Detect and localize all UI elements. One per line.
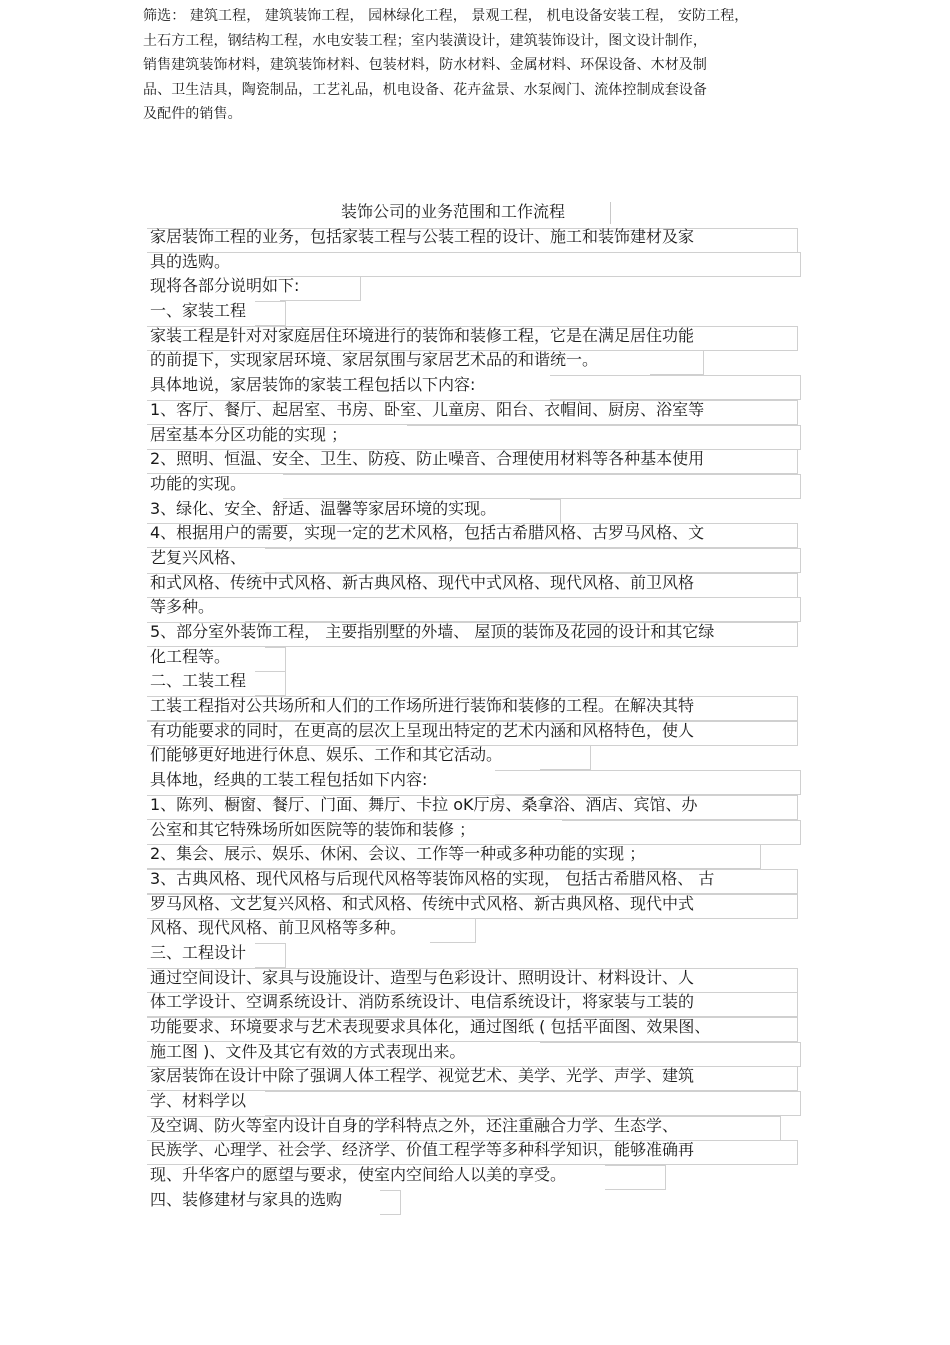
filter-paragraph	[143, 4, 823, 127]
filter-line: 及配件的销售。	[143, 106, 242, 123]
body-line: 功能要求、环境要求与艺术表现要求具体化，通过图纸 ( 包括平面图、效果图、	[150, 1015, 800, 1040]
filter-line: 筛选： 建筑工程， 建筑装饰工程， 园林绿化工程， 景观工程， 机电设备安装工程， 安防工程，	[143, 8, 749, 24]
body-line: 现、升华客户的愿望与要求，使室内空间给人以美的享受。	[150, 1163, 800, 1188]
document-title: 装饰公司的业务范围和工作流程	[341, 202, 566, 221]
body-line: 2、集会、展示、娱乐、休闲、会议、工作等一种或多种功能的实现 ；	[150, 842, 800, 867]
body-line: 罗马风格、文艺复兴风格、和式风格、传统中式风格、新古典风格、现代中式	[150, 892, 800, 917]
body-line: 们能够更好地进行休息、娱乐、工作和其它活动。	[150, 743, 800, 768]
body-line: 现将各部分说明如下:	[150, 274, 800, 299]
body-line: 及空调、防火等室内设计自身的学科特点之外，还注重融合力学、生态学、	[150, 1114, 800, 1139]
body-line: 家装工程是针对对家庭居住环境进行的装饰和装修工程，它是在满足居住功能	[150, 324, 800, 349]
body-line: 具体地说，家居装饰的家装工程包括以下内容:	[150, 373, 800, 398]
body-line: 5、部分室外装饰工程， 主要指别墅的外墙、 屋顶的装饰及花园的设计和其它绿	[150, 620, 800, 645]
body-line: 体工学设计、空调系统设计、消防系统设计、电信系统设计，将家装与工装的	[150, 990, 800, 1015]
section-heading: 一、家装工程	[150, 299, 800, 324]
body-line: 和式风格、传统中式风格、新古典风格、现代中式风格、现代风格、前卫风格	[150, 571, 800, 596]
body-line: 4、根据用户的需要，实现一定的艺术风格，包括古希腊风格、古罗马风格、文	[150, 521, 800, 546]
body-line: 学、材料学以	[150, 1089, 800, 1114]
body-line: 3、古典风格、现代风格与后现代风格等装饰风格的实现， 包括古希腊风格、 古	[150, 867, 800, 892]
body-line: 施工图 )、文件及其它有效的方式表现出来。	[150, 1040, 800, 1065]
body-line: 公室和其它特殊场所如医院等的装饰和装修 ；	[150, 818, 800, 843]
body-line: 1、客厅、餐厅、起居室、书房、卧室、儿童房、阳台、衣帽间、厨房、浴室等	[150, 398, 800, 423]
body-line: 具的选购。	[150, 250, 800, 275]
body-line: 通过空间设计、家具与设施设计、造型与色彩设计、照明设计、材料设计、人	[150, 966, 800, 991]
filter-line: 销售建筑装饰材料，建筑装饰材料、包装材料，防水材料、金属材料、环保设备、木材及制	[143, 57, 707, 74]
body-line: 等多种。	[150, 595, 800, 620]
body-line: 居室基本分区功能的实现 ；	[150, 423, 800, 448]
section-heading: 三、工程设计	[150, 941, 800, 966]
body-line: 艺复兴风格、	[150, 546, 800, 571]
document-body	[150, 225, 800, 1213]
section-heading: 二、工装工程	[150, 669, 800, 694]
body-line: 3、绿化、安全、舒适、温馨等家居环境的实现。	[150, 497, 800, 522]
filter-line: 土石方工程，钢结构工程，水电安装工程；室内装潢设计，建筑装饰设计，图文设计制作，	[143, 32, 707, 49]
body-line: 家居装饰工程的业务，包括家装工程与公装工程的设计、施工和装饰建材及家	[150, 225, 800, 250]
body-line: 化工程等。	[150, 645, 800, 670]
body-line: 功能的实现。	[150, 472, 800, 497]
body-line: 工装工程指对公共场所和人们的工作场所进行装饰和装修的工程。在解决其特	[150, 694, 800, 719]
filter-line: 品、卫生洁具，陶瓷制品，工艺礼品，机电设备、花卉盆景、水泵阀门、流体控制成套设备	[143, 81, 707, 98]
body-line: 民族学、心理学、社会学、经济学、价值工程学等多种科学知识，能够准确再	[150, 1138, 800, 1163]
body-line: 具体地，经典的工装工程包括如下内容:	[150, 768, 800, 793]
body-line: 的前提下，实现家居环境、家居氛围与家居艺术品的和谐统一。	[150, 348, 800, 373]
section-heading: 四、装修建材与家具的选购	[150, 1188, 800, 1213]
body-line: 家居装饰在设计中除了强调人体工程学、视觉艺术、美学、光学、声学、建筑	[150, 1064, 800, 1089]
body-line: 风格、现代风格、前卫风格等多种。	[150, 916, 800, 941]
body-line: 1、陈列、橱窗、餐厅、门面、舞厅、卡拉 oK厅房、桑拿浴、酒店、宾馆、办	[150, 793, 800, 818]
body-line: 2、照明、恒温、安全、卫生、防疫、防止噪音、合理使用材料等各种基本使用	[150, 447, 800, 472]
body-line: 有功能要求的同时，在更高的层次上呈现出特定的艺术内涵和风格特色，使人	[150, 719, 800, 744]
